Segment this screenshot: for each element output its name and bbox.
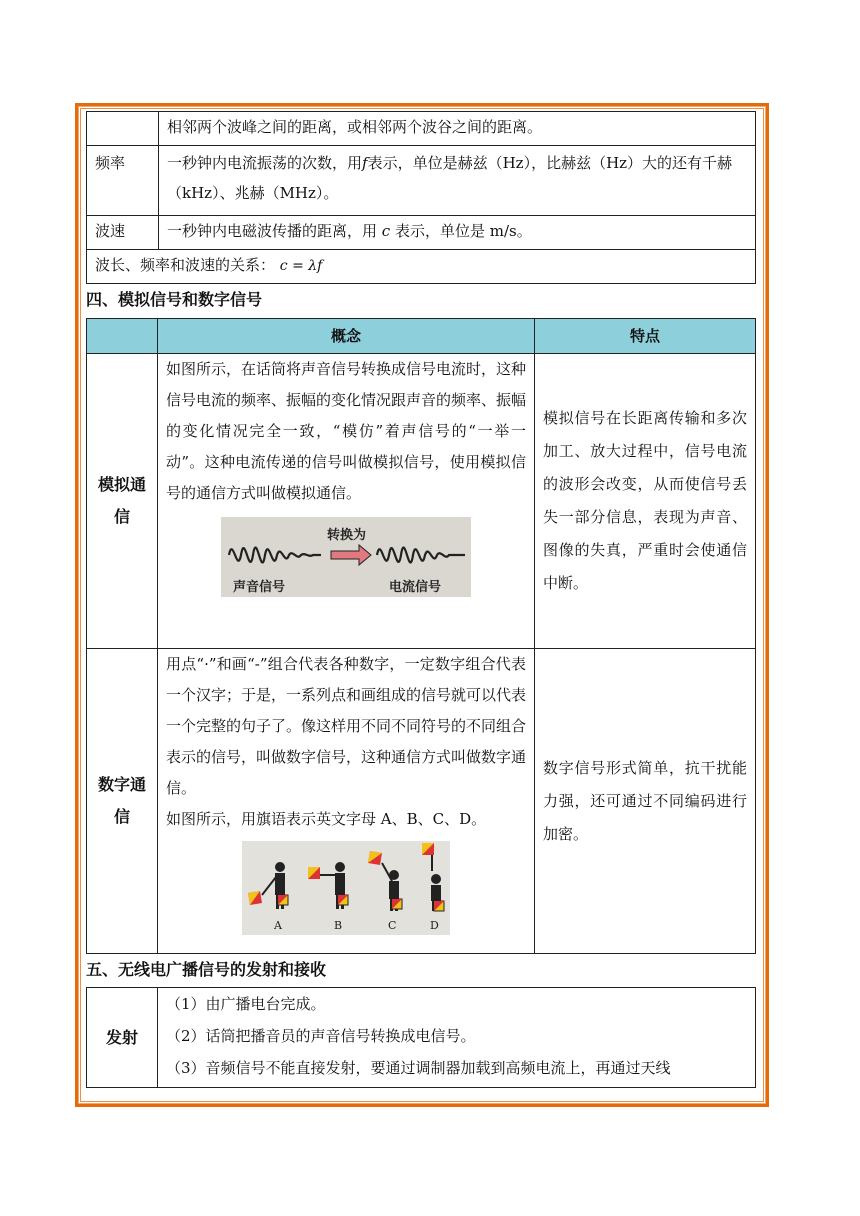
digital-concept-cell — [158, 649, 535, 954]
analog-right-label: 电流信号 — [389, 580, 442, 595]
flag-letter: C — [388, 919, 397, 932]
table-row — [87, 250, 756, 284]
speed-definition: 一秒钟内电磁波传播的距离，用 c 表示，单位是 m/s。 — [159, 216, 756, 250]
digital-feature: 数字信号形式简单，抗干扰能力强，还可通过不同编码进行加密。 — [535, 649, 756, 954]
analog-left-label: 声音信号 — [233, 580, 286, 595]
table-row — [87, 216, 756, 250]
relation-row: 波长、频率和波速的关系： c = λf — [87, 250, 756, 284]
analog-label: 模拟通信 — [87, 354, 158, 649]
list-item: （1）由广播电台完成。 — [166, 995, 326, 1013]
flag-letter: A — [274, 919, 282, 932]
analog-arrow-label: 转换为 — [327, 528, 367, 543]
analog-feature: 模拟信号在长距离传输和多次加工、放大过程中，信号电流的波形会改变，从而使信号丢失一部分信息，表现为声音、图像的失真，严重时会使通信中断。 — [535, 354, 756, 649]
digital-label: 数字通信 — [87, 649, 158, 954]
section5-title: 五、无线电广播信号的发射和接收 — [86, 960, 327, 979]
speed-symbol: c — [381, 222, 391, 240]
wavelength-definition: 相邻两个波峰之间的距离，或相邻两个波谷之间的距离。 — [159, 112, 756, 146]
table-row — [87, 988, 756, 1088]
table-header-row — [87, 319, 756, 354]
frequency-label: 频率 — [87, 146, 159, 216]
digital-concept-text: 用点“·”和画“-”组合代表各种数字，一定数字组合代表一个汉字；于是，一系列点和画组成的信号就可以代表一个完整的句子了。像这样用不同不同符号的不同组合表示的信号，叫做数字信号，这种通信方式叫做数字通信。 — [166, 655, 527, 797]
list-item: （3）音频信号不能直接发射，要通过调制器加载到高频电流上，再通过天线 — [166, 1059, 671, 1077]
table-row — [87, 146, 756, 216]
frequency-definition: 一秒钟内电流振荡的次数，用f表示，单位是赫兹（Hz），比赫兹（Hz）大的还有千赫（kHz）、兆赫（MHz）。 — [159, 146, 756, 216]
relation-formula: c = λf — [279, 258, 323, 274]
analog-concept-text: 如图所示，在话筒将声音信号转换成信号电流时，这种信号电流的频率、振幅的变化情况跟声音的频率、振幅的变化情况完全一致，“模仿”着声信号的“一举一动”。这种电流传递的信号叫做模拟信号，使用模拟信号的通信方式叫做模拟通信。 — [166, 360, 527, 502]
speed-label: 波速 — [87, 216, 159, 250]
section4-title: 四、模拟信号和数字信号 — [86, 290, 263, 309]
digital-concept-text-2: 如图所示，用旗语表示英文字母 A、B、C、D。 — [166, 810, 487, 828]
signals-table — [86, 318, 756, 954]
flag-letter: D — [430, 919, 439, 932]
table-row — [87, 354, 756, 649]
list-item: （2）话筒把播音员的声音信号转换成电信号。 — [166, 1027, 476, 1045]
analog-conversion-image — [221, 517, 471, 597]
table-row — [87, 649, 756, 954]
table-row — [87, 112, 756, 146]
analog-concept-cell — [158, 354, 535, 649]
send-label: 发射 — [87, 988, 158, 1088]
frequency-symbol: f — [362, 154, 368, 172]
transmission-table — [86, 987, 756, 1088]
header-feature: 特点 — [535, 319, 756, 354]
send-items — [158, 988, 756, 1088]
wave-properties-table — [86, 111, 756, 284]
header-concept: 概念 — [158, 319, 535, 354]
flag-letter: B — [334, 919, 343, 932]
semaphore-image — [242, 841, 450, 935]
